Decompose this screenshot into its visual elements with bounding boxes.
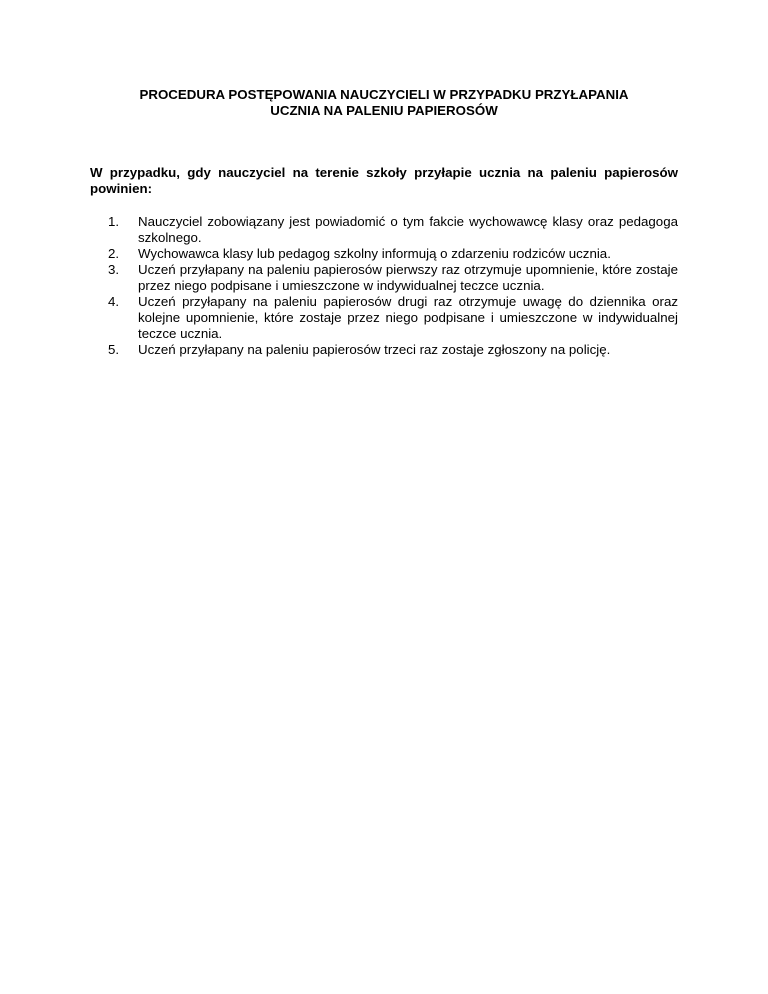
step-text: Uczeń przyłapany na paleniu papierosów pierwszy raz otrzymuje upomnienie, które zostaje przez niego podpisane i umieszczone w indywidualnej teczce ucznia. — [138, 262, 678, 293]
intro-paragraph: W przypadku, gdy nauczyciel na terenie szkoły przyłapie ucznia na paleniu papierosów powinien: — [90, 165, 678, 196]
step-text: Uczeń przyłapany na paleniu papierosów drugi raz otrzymuje uwagę do dziennika oraz kolejne upomnienie, które zostaje przez niego podpisane i umieszczone w indywidualnej teczce ucznia. — [138, 294, 678, 341]
step-number: 3. — [108, 262, 120, 277]
step-text: Nauczyciel zobowiązany jest powiadomić o tym fakcie wychowawcę klasy oraz pedagoga szkolnego. — [138, 214, 678, 245]
step-number: 5. — [108, 342, 120, 357]
procedure-steps-list — [90, 214, 678, 358]
procedure-step-1 — [90, 214, 678, 246]
document-title-line-1: PROCEDURA POSTĘPOWANIA NAUCZYCIELI W PRZYPADKU PRZYŁAPANIA — [139, 87, 629, 102]
step-number: 4. — [108, 294, 120, 309]
step-number: 1. — [108, 214, 120, 229]
document-title-line-2: UCZNIA NA PALENIU PAPIEROSÓW — [270, 103, 498, 118]
document-title — [90, 87, 678, 119]
procedure-step-4 — [90, 294, 678, 342]
procedure-step-2 — [90, 246, 678, 262]
procedure-step-5 — [90, 342, 678, 358]
step-number: 2. — [108, 246, 120, 261]
procedure-step-3 — [90, 262, 678, 294]
step-text: Uczeń przyłapany na paleniu papierosów trzeci raz zostaje zgłoszony na policję. — [138, 342, 611, 357]
step-text: Wychowawca klasy lub pedagog szkolny informują o zdarzeniu rodziców ucznia. — [138, 246, 611, 261]
